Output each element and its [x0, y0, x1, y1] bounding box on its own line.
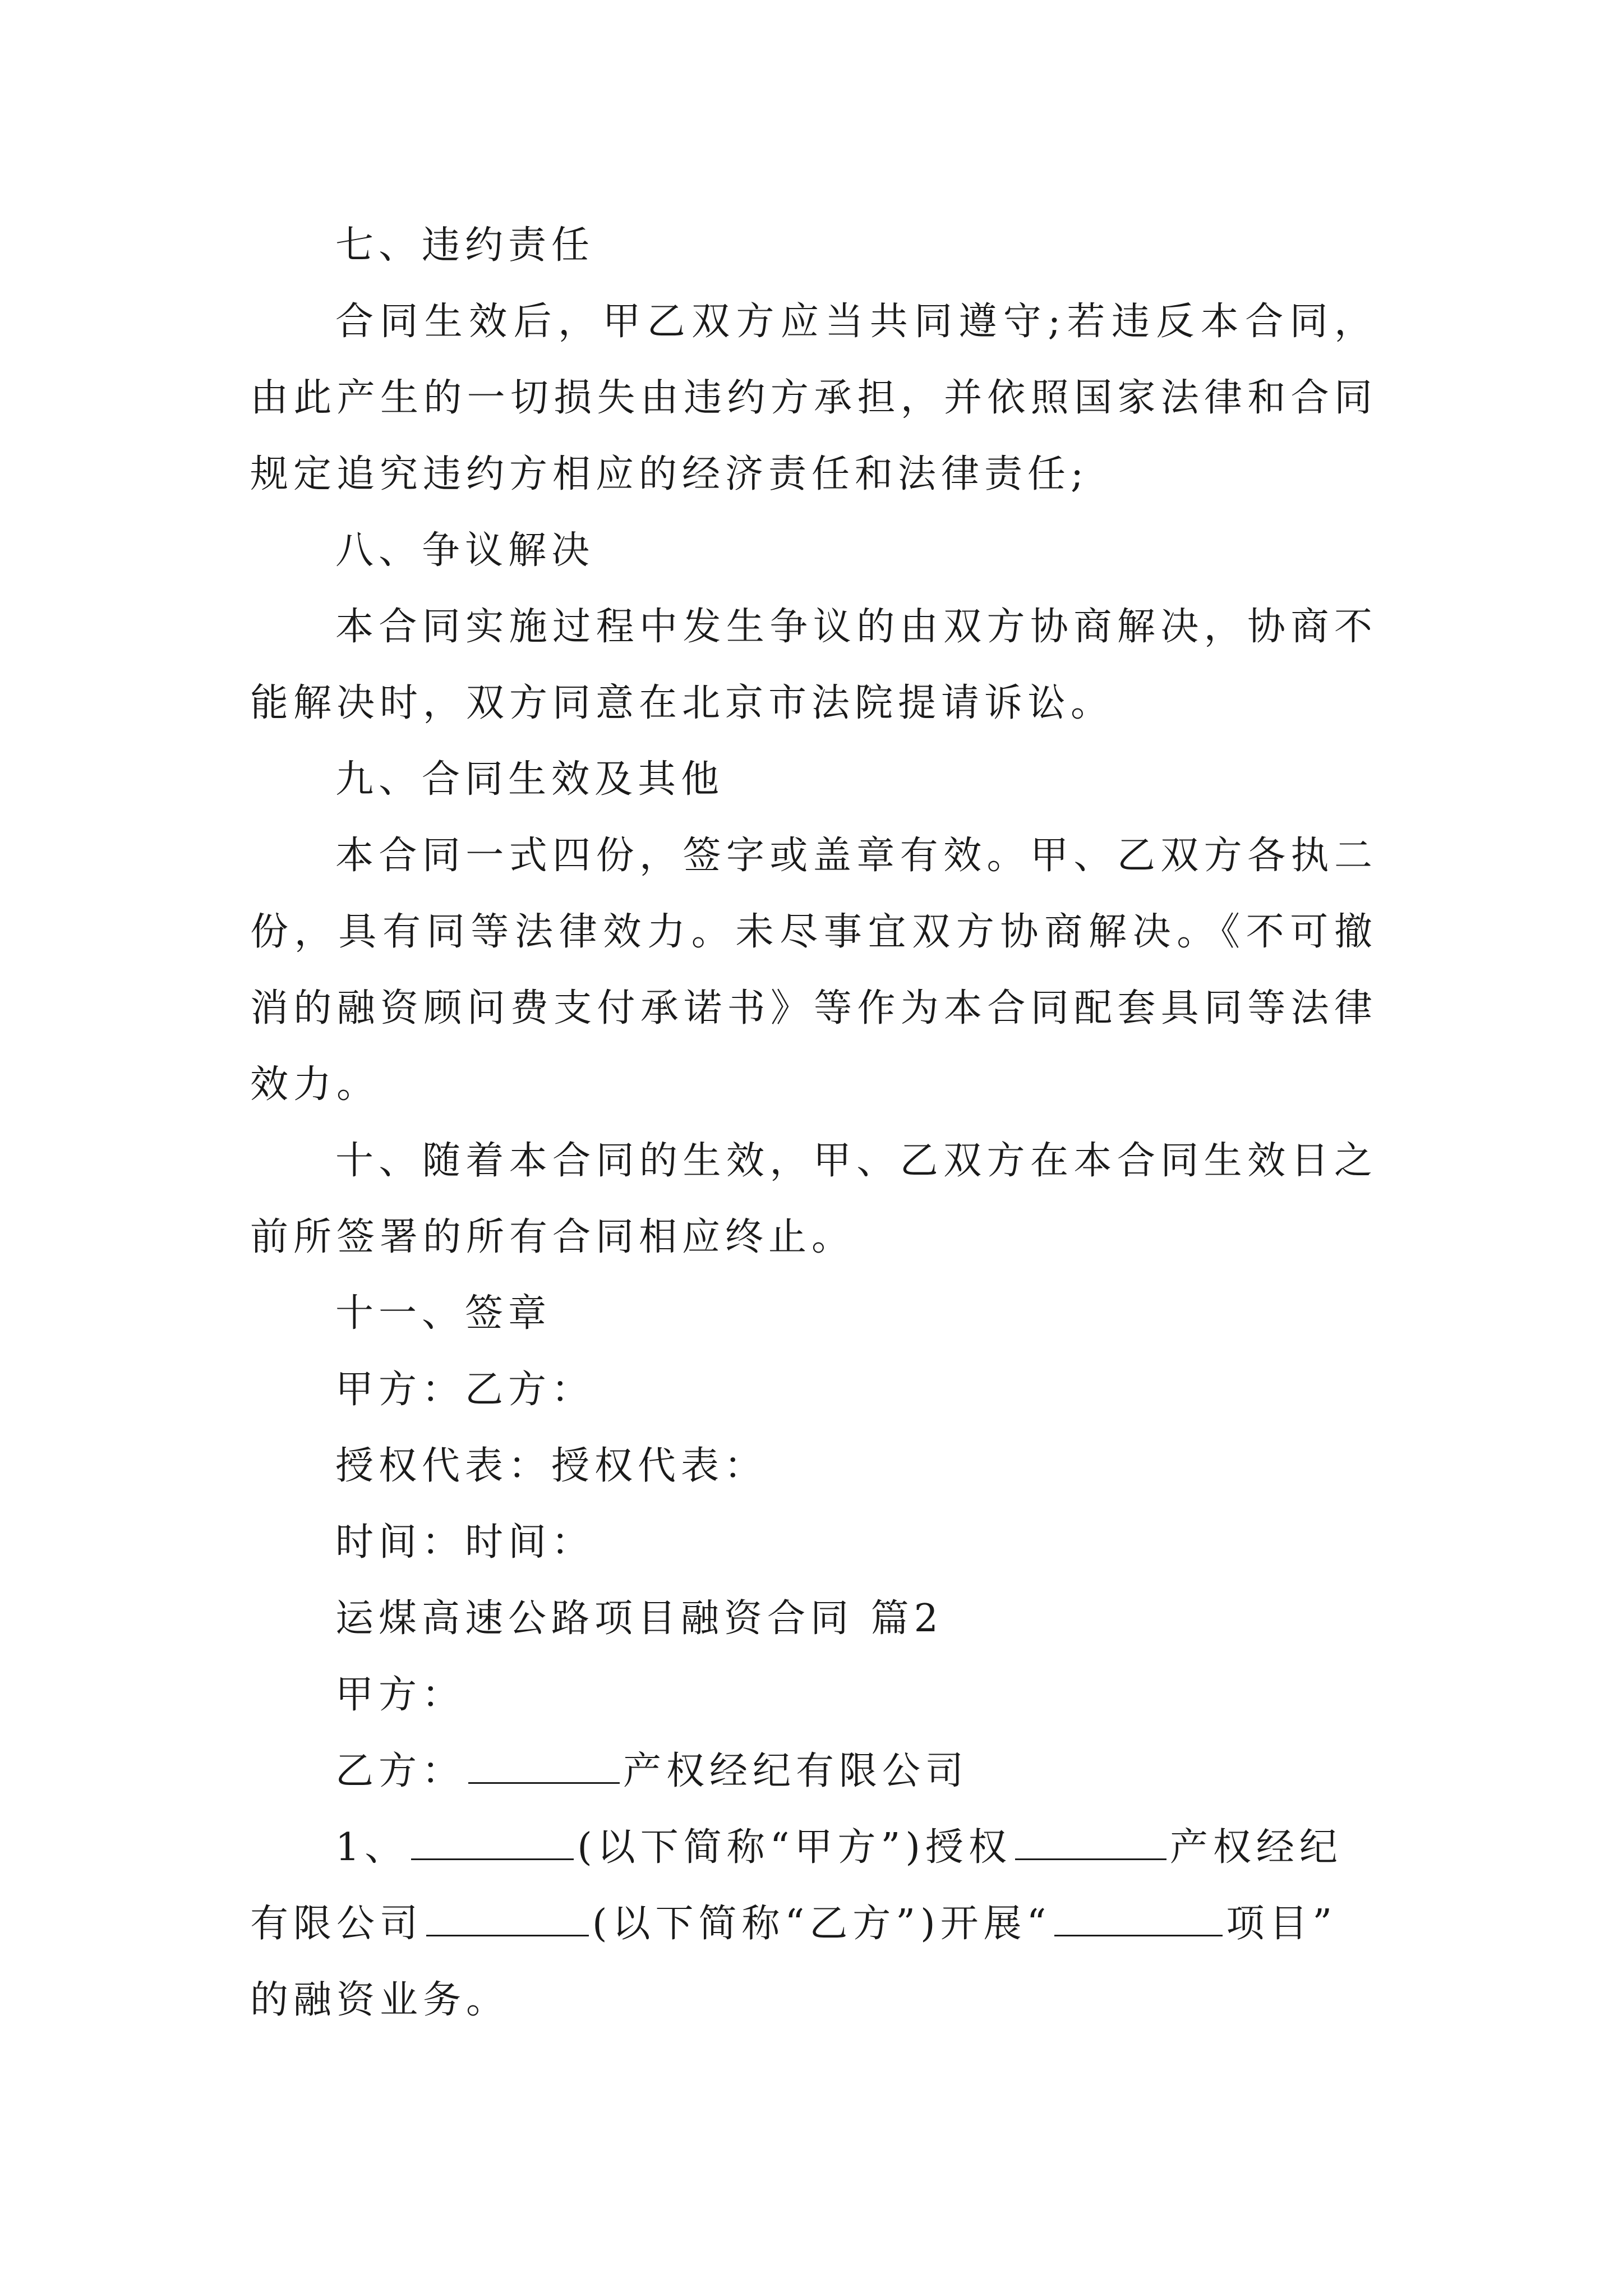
paragraph-line: 合同生效后，甲乙双方应当共同遵守;若违反本合同，: [335, 300, 1377, 344]
paragraph-line: 十、随着本合同的生效，甲、乙双方在本合同生效日之: [335, 1139, 1377, 1183]
blank-field: [411, 1826, 574, 1860]
clause-1-end: 的融资业务。: [250, 1978, 510, 2022]
paragraph-line: 规定追究违约方相应的经济责任和法律责任;: [250, 452, 1089, 496]
paragraph-line: 本合同实施过程中发生争议的由双方协商解决，协商不: [335, 605, 1377, 649]
paragraph-line: 份，具有同等法律效力。未尽事宜双方协商解决。《不可撤: [250, 910, 1377, 954]
paragraph-line: 消的融资顾问费支付承诺书》等作为本合同配套具同等法律: [250, 986, 1377, 1030]
party-b-company: 产权经纪有限公司: [623, 1749, 969, 1793]
clause-text: (以下简称“乙方”)开展“: [592, 1902, 1052, 1946]
blank-field: [1015, 1826, 1166, 1860]
paragraph-line: 由此产生的一切损失由违约方承担，并依照国家法律和合同: [250, 376, 1377, 420]
clause-text: (以下简称“甲方”)授权: [577, 1825, 1012, 1870]
clause-1-continuation: [250, 1886, 1377, 1962]
party-b-line: [250, 1733, 1377, 1810]
paragraph-line: 能解决时，双方同意在北京市法院提请诉讼。: [250, 681, 1114, 725]
clause-number: 1、: [335, 1825, 408, 1870]
section-heading-breach: 七、违约责任: [335, 223, 595, 268]
clause-text: 项目”: [1226, 1902, 1338, 1946]
section-heading-dispute: 八、争议解决: [335, 528, 595, 573]
section-heading-signature: 十一、签章: [335, 1291, 552, 1336]
clause-1-line: [250, 1810, 1377, 1886]
section-heading-effectiveness: 九、合同生效及其他: [335, 757, 725, 802]
paragraph-line: 本合同一式四份，签字或盖章有效。甲、乙双方各执二: [335, 834, 1377, 878]
document-body: [250, 208, 1377, 2039]
paragraph-line: 前所签署的所有合同相应终止。: [250, 1215, 855, 1259]
clause-text: 产权经纪: [1169, 1825, 1343, 1870]
signature-dates: 时间：时间：: [335, 1520, 595, 1565]
blank-field: [426, 1902, 589, 1936]
signature-representatives: 授权代表：授权代表：: [335, 1444, 768, 1488]
blank-field: [1054, 1902, 1223, 1936]
blank-field: [468, 1750, 620, 1784]
paragraph-line: 效力。: [250, 1062, 380, 1107]
signature-parties: 甲方：乙方：: [335, 1368, 595, 1412]
clause-text: 有限公司: [250, 1902, 423, 1946]
party-a-line: 甲方：: [335, 1673, 465, 1717]
article-title: 运煤高速公路项目融资合同 篇2: [335, 1596, 943, 1641]
party-b-label: 乙方：: [335, 1749, 465, 1793]
